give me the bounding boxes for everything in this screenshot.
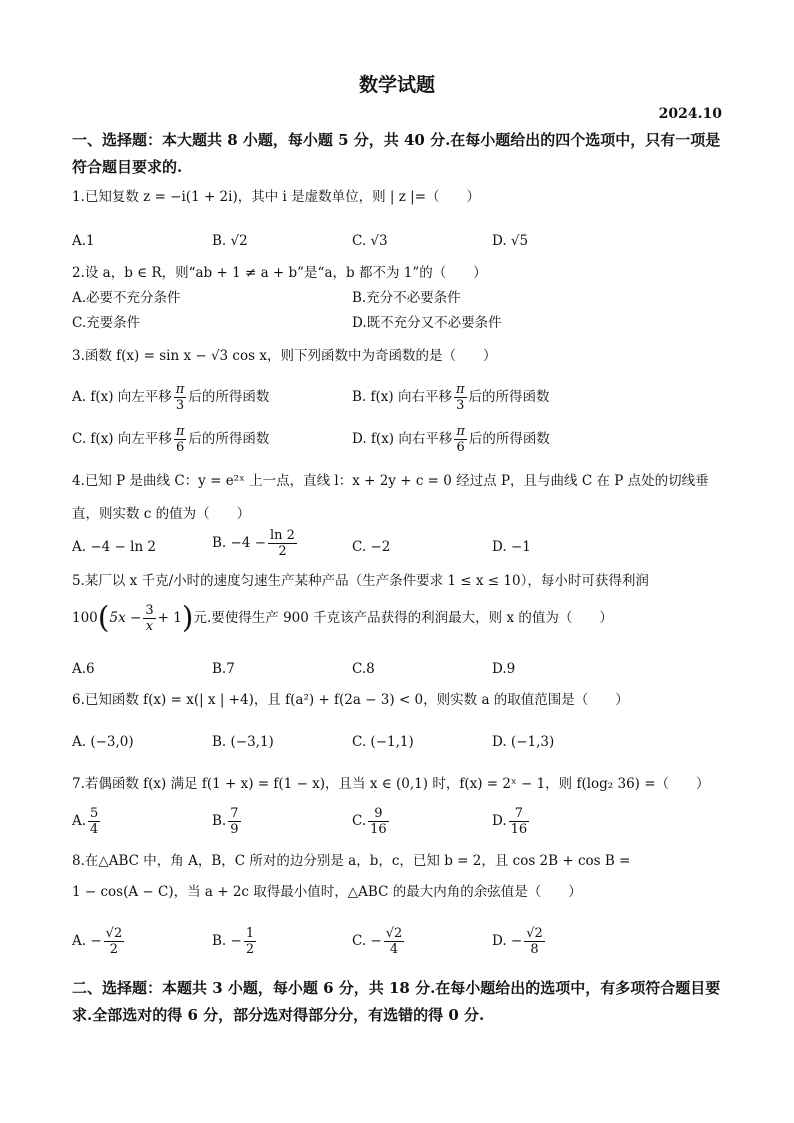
- question-7-stem: 7.若偶函数 f(x) 满足 f(1 + x) = f(1 − x)，且当 x ∈ (0,1) 时，f(x) = 2ˣ − 1，则 f(log₂ 36) =（ ）: [72, 776, 710, 792]
- q7-option-c: C. $\frac{9}{16}$: [352, 806, 387, 837]
- section-1-heading: 一、选择题：本大题共 8 小题，每小题 5 分，共 40 分.在每小题给出的四个选项中，只有一项是符合题目要求的.: [72, 131, 721, 176]
- q2-option-a: A.必要不充分条件: [72, 290, 181, 306]
- q3-option-d: D. f(x) 向右平移 $\frac{\pi}{6}$ 后的所得函数: [352, 424, 550, 455]
- q1-option-a: A.1: [72, 233, 95, 249]
- q7-option-d: D. $\frac{7}{16}$: [492, 806, 528, 837]
- q1-option-d: D. √5: [492, 233, 529, 249]
- q6-option-c: C. (−1,1): [352, 734, 414, 750]
- question-2-stem: 2.设 a，b ∈ R，则“ab + 1 ≠ a + b”是“a，b 都不为 1”的（ ）: [72, 265, 487, 281]
- q8-option-b: B. − $\frac{1}{2}$: [212, 926, 255, 957]
- q5-option-d: D.9: [492, 661, 516, 677]
- q1-option-c: C. √3: [352, 233, 388, 249]
- q5-option-b: B.7: [212, 661, 235, 677]
- q6-option-a: A. (−3,0): [72, 734, 134, 750]
- q4-option-c: C. −2: [352, 539, 391, 555]
- q1-option-b: B. √2: [212, 233, 248, 249]
- question-5-stem-line1: 5.某厂以 x 千克/小时的速度匀速生产某种产品（生产条件要求 1 ≤ x ≤ 10），每小时可获得利润: [72, 573, 649, 589]
- q6-option-d: D. (−1,3): [492, 734, 555, 750]
- q2-option-d: D.既不充分又不必要条件: [352, 315, 502, 331]
- q7-option-b: B. $\frac{7}{9}$: [212, 806, 239, 837]
- q3-option-b: B. f(x) 向右平移 $\frac{\pi}{3}$ 后的所得函数: [352, 382, 550, 413]
- question-8-stem-line2: 1 − cos(A − C)，当 a + 2c 取得最小值时，△ABC 的最大内角的余弦值是（ ）: [72, 884, 582, 900]
- q8-option-c: C. − $\frac{√2}{4}$: [352, 926, 403, 957]
- page-title: 数学试题: [358, 74, 435, 96]
- question-6-stem: 6.已知函数 f(x) = x(| x | +4)，且 f(a²) + f(2a − 3) < 0，则实数 a 的取值范围是（ ）: [72, 692, 629, 708]
- q4-option-b: B. −4 − $\frac{\ln 2}{2}$: [212, 528, 295, 559]
- question-8-stem-line1: 8.在△ABC 中，角 A，B，C 所对的边分别是 a，b，c，已知 b = 2，且 cos 2B + cos B =: [72, 853, 631, 869]
- question-3-stem: 3.函数 f(x) = sin x − √3 cos x，则下列函数中为奇函数的是（ ）: [72, 348, 497, 364]
- question-4-stem-line1: 4.已知 P 是曲线 C：y = e²ˣ 上一点，直线 l：x + 2y + c = 0 经过点 P，且与曲线 C 在 P 点处的切线垂: [72, 473, 709, 489]
- section-2-heading: 二、选择题：本题共 3 小题，每小题 6 分，共 18 分.在每小题给出的选项中，有多项符合题目要求.全部选对的得 6 分，部分选对得部分分，有选错的得 0 分.: [72, 979, 721, 1024]
- exam-date: 2024.10: [658, 106, 722, 122]
- question-1-stem: 1.已知复数 z = −i(1 + 2i)，其中 i 是虚数单位，则 | z |=（ ）: [72, 189, 481, 205]
- q5-option-a: A.6: [72, 661, 95, 677]
- q4-option-d: D. −1: [492, 539, 531, 555]
- q3-option-a: A. f(x) 向左平移 $\frac{\pi}{3}$ 后的所得函数: [72, 382, 270, 413]
- q4-option-a: A. −4 − ln 2: [72, 539, 157, 555]
- q5-option-c: C.8: [352, 661, 375, 677]
- q3-option-c: C. f(x) 向左平移 $\frac{\pi}{6}$ 后的所得函数: [72, 424, 270, 455]
- question-4-stem-line2: 直，则实数 c 的值为（ ）: [72, 506, 251, 522]
- q2-option-b: B.充分不必要条件: [352, 290, 461, 306]
- q6-option-b: B. (−3,1): [212, 734, 274, 750]
- q2-option-c: C.充要条件: [72, 315, 141, 331]
- question-5-stem-line2: 100(5x − $\frac{3}{x}$ + 1)元.要使得生产 900 千克该产品获得的利润最大，则 x 的值为（ ）: [72, 600, 613, 636]
- q7-option-a: A. $\frac{5}{4}$: [72, 806, 99, 837]
- q8-option-a: A. − $\frac{√2}{2}$: [72, 926, 123, 957]
- q8-option-d: D. − $\frac{√2}{8}$: [492, 926, 543, 957]
